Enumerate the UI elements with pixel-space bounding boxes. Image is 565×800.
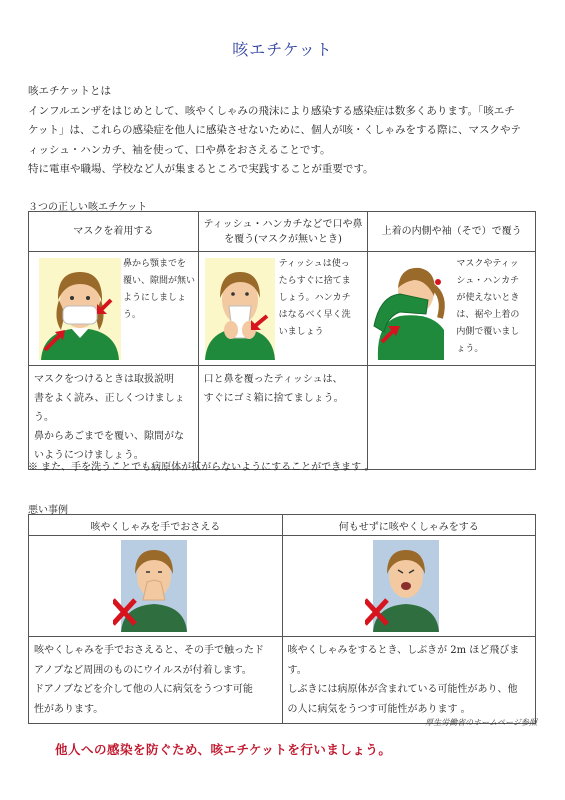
bad-examples-table: [28, 514, 536, 724]
tissue-cell: [198, 252, 368, 366]
source-citation: 厚生労働省のホームページ参照: [425, 718, 537, 727]
person-wearing-mask-illustration: [39, 258, 121, 360]
tissue-description: 口と鼻を覆ったティッシュは、 すぐにゴミ箱に捨てましょう。: [198, 366, 368, 470]
sleeve-side-text: マスクやティッ シュ・ハンカチ が使えないとき は、裾や上着の 内側で覆いまし ょう。: [456, 259, 520, 354]
header-mask: マスクを着用する: [29, 212, 199, 252]
intro-line: ケット」は、これらの感染症を他人に感染させないために、個人が咳・くしゃみをする際に、マスクやテ: [28, 124, 521, 136]
intro-section: [28, 82, 548, 180]
handwash-note: ※ また、手を洗うことでも病原体が拡がらないようにすることができます 。: [28, 462, 375, 473]
cover-with-hand-description: 咳やくしゃみを手でおさえると、その手で触ったド アノブなど周囲のものにウイルスが付着します。 ドアノブなどを介して他の人に病気をうつす可能 性があります。: [29, 637, 283, 724]
intro-line: ィッシュ・ハンカチ、袖を使って、口や鼻をおさえることです。: [28, 143, 331, 156]
correct-section-label: ３つの正しい咳エチケット: [28, 202, 148, 213]
person-with-tissue-illustration: [205, 258, 275, 360]
header-cover-with-hand: 咳やくしゃみを手でおさえる: [29, 515, 283, 536]
header-sleeve: 上着の内側や袖（そで）で覆う: [368, 212, 536, 252]
correct-etiquette-table: [28, 211, 536, 470]
intro-line: 特に電車や職場、学校など人が集まるところで実践することが重要です。: [28, 163, 374, 175]
person-covering-with-sleeve-illustration: [370, 256, 452, 360]
no-cover-cell: [282, 536, 536, 637]
cover-with-hand-cell: [29, 536, 283, 637]
header-tissue: ティッシュ・ハンカチなどで口や鼻を覆う(マスクが無いとき): [198, 212, 368, 252]
mask-description: マスクをつけるときは取扱説明 書をよく読み、正しくつけましょ う。 鼻からあごまでを覆い、隙間がな いようにつけましょう。: [29, 366, 199, 470]
closing-message: 他人への感染を防ぐため、咳エチケットを行いましょう。: [55, 742, 392, 757]
header-no-cover: 何もせずに咳やくしゃみをする: [282, 515, 536, 536]
no-cover-description: 咳やくしゃみをするとき、しぶきが 2m ほど飛びま す。 しぶきには病原体が含まれている可能性があり、他 の人に病気をうつす可能性があります 。: [282, 637, 536, 724]
mask-cell: [29, 252, 199, 366]
page-title: 咳エチケット: [232, 40, 333, 59]
intro-line: インフルエンザをはじめとして、咳やくしゃみの飛沫により感染する感染症は数多くあります。「咳エチ: [28, 104, 515, 117]
tissue-side-text: ティッシュは使っ たらすぐに捨てま しょう。ハンカチ はなるべく早く洗 いましょう: [278, 259, 351, 337]
sleeve-cell: [368, 252, 536, 366]
person-coughing-without-cover-illustration: [365, 540, 447, 632]
bad-section-label: 悪い事例: [28, 505, 68, 516]
sleeve-description: [368, 366, 536, 470]
intro-heading: 咳エチケットとは: [28, 85, 112, 97]
mask-side-text: 鼻から顎までを 覆い、隙間が無い ようにしましょ う。: [123, 259, 196, 320]
person-coughing-into-hands-illustration: [113, 540, 195, 632]
